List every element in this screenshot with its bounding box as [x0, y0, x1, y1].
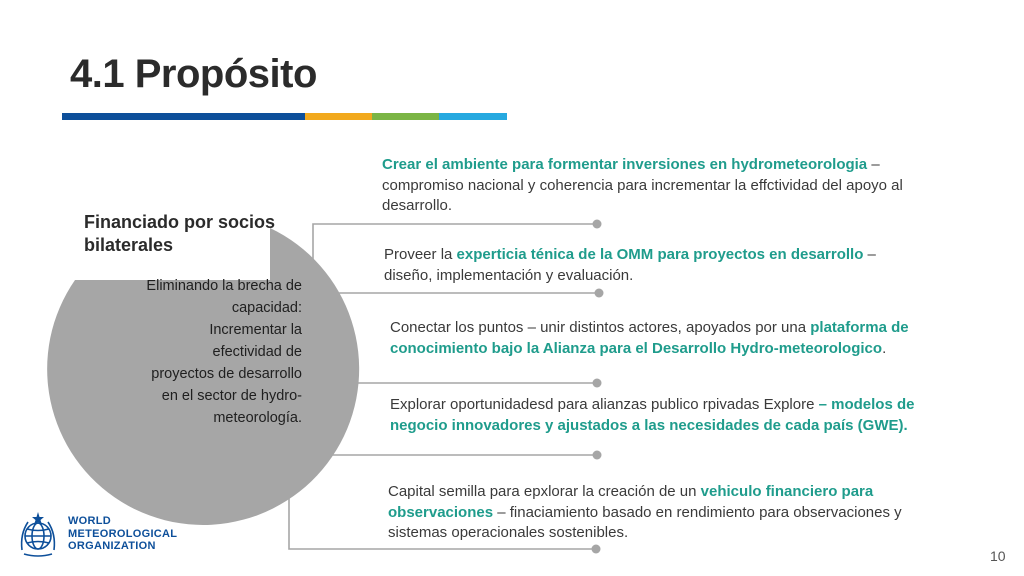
purpose-item-prefix: Explorar oportunidadesd para alianzas publico rpivadas Explore	[390, 396, 819, 413]
circle-line: Eliminando la brecha de	[146, 278, 302, 294]
purpose-item-2	[384, 245, 904, 286]
connector-dot-5	[592, 545, 601, 554]
connector-dot-2	[595, 289, 604, 298]
purpose-item-highlight: plataforma de conocimiento bajo la Alianza para el Desarrollo Hydro-meteorologico	[390, 319, 909, 357]
logo-line: METEOROLOGICAL	[68, 527, 178, 540]
wmo-emblem-icon	[16, 510, 60, 558]
circle-description	[112, 275, 302, 429]
circle-line: efectividad de	[212, 344, 302, 360]
circle-line: meteorología.	[213, 410, 302, 426]
connector-dot-3	[593, 379, 602, 388]
circle-line: en el sector de hydro-	[161, 388, 302, 404]
circle-line: capacidad:	[231, 300, 302, 316]
purpose-item-text: – diseño, implementación y evaluación.	[384, 246, 876, 284]
purpose-item-prefix: Capital semilla para epxlorar la creación de un	[388, 483, 701, 500]
purpose-item-text: – finaciamiento basado en rendimiento para observaciones y sistemas operacionales sostenibles.	[388, 503, 902, 541]
purpose-item-highlight: vehiculo financiero para observaciones	[388, 483, 874, 521]
purpose-item-highlight: experticia ténica de la OMM para proyectos en desarrollo	[456, 246, 864, 263]
purpose-item-prefix: Conectar los puntos – unir distintos actores, apoyados por una	[390, 319, 811, 336]
wmo-logo-text	[68, 515, 177, 553]
purpose-item-prefix: Proveer la	[384, 246, 457, 263]
purpose-item-highlight: Crear el ambiente para formentar inversiones en hydrometeorologia	[382, 156, 868, 173]
logo-line: ORGANIZATION	[68, 540, 156, 553]
slide-title: 4.1 Propósito	[70, 52, 317, 96]
purpose-item-3	[390, 318, 950, 359]
page-number: 10	[990, 548, 1006, 564]
wmo-logo	[16, 510, 177, 558]
purpose-item-5	[388, 482, 948, 544]
connector-dot-1	[593, 220, 602, 229]
purpose-item-1	[382, 155, 962, 217]
purpose-item-text: – compromiso nacional y coherencia para incrementar la effctividad del apoyo al desarrollo.	[382, 156, 903, 214]
logo-line: WORLD	[68, 515, 112, 528]
purpose-item-text: .	[882, 339, 887, 357]
circle-line: proyectos de desarrollo	[151, 366, 302, 382]
purpose-item-4	[390, 395, 950, 436]
connector-dot-4	[593, 451, 602, 460]
circle-line: Incrementar la	[209, 322, 302, 338]
purpose-item-highlight: – modelos de negocio innovadores y ajustados a las necesidades de cada país (GWE).	[390, 396, 915, 434]
funding-heading: Financiado por socios bilaterales	[84, 212, 276, 255]
